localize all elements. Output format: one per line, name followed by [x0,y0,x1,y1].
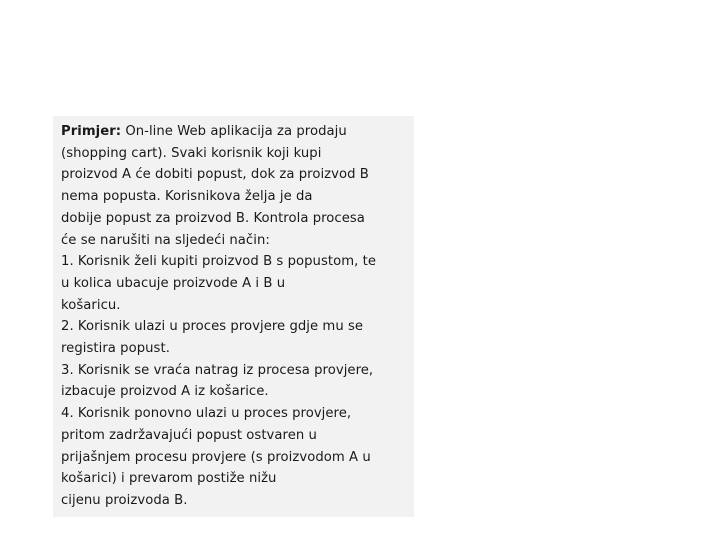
text-line-18: cijenu proizvoda B. [61,492,188,508]
text-line-3: proizvod A će dobiti popust, dok za proizvod B [61,167,369,183]
text-line-14: 4. Korisnik ponovno ulazi u proces provjere, [61,406,352,422]
example-lead: Primjer: [61,124,122,139]
text-line-8: u kolica ubacuje proizvode A i B u [61,275,286,291]
text-line-11: registira popust. [61,341,170,357]
text-line-17: košarici) i prevarom postiže nižu [61,471,277,487]
text-line-1 [61,121,406,143]
text-line-4: nema popusta. Korisnikova želja je da [61,189,313,205]
text-line-10: 2. Korisnik ulazi u proces provjere gdje mu se [61,319,364,335]
text-line-6: će se narušiti na sljedeći način: [61,232,270,248]
text-line-5: dobije popust za proizvod B. Kontrola procesa [61,210,365,226]
example-text-box [53,116,414,517]
text-line-15: pritom zadržavajući popust ostvaren u [61,427,317,443]
text-line-13: izbacuje proizvod A iz košarice. [61,384,269,400]
text-line-1-rest: On-line Web aplikacija za prodaju [121,124,347,139]
text-line-12: 3. Korisnik se vraća natrag iz procesa provjere, [61,362,374,378]
text-line-16: prijašnjem procesu provjere (s proizvodom A u [61,449,371,465]
text-line-9: košaricu. [61,297,121,313]
text-line-7: 1. Korisnik želi kupiti proizvod B s popustom, te [61,254,376,270]
text-line-2: (shopping cart). Svaki korisnik koji kupi [61,145,322,161]
